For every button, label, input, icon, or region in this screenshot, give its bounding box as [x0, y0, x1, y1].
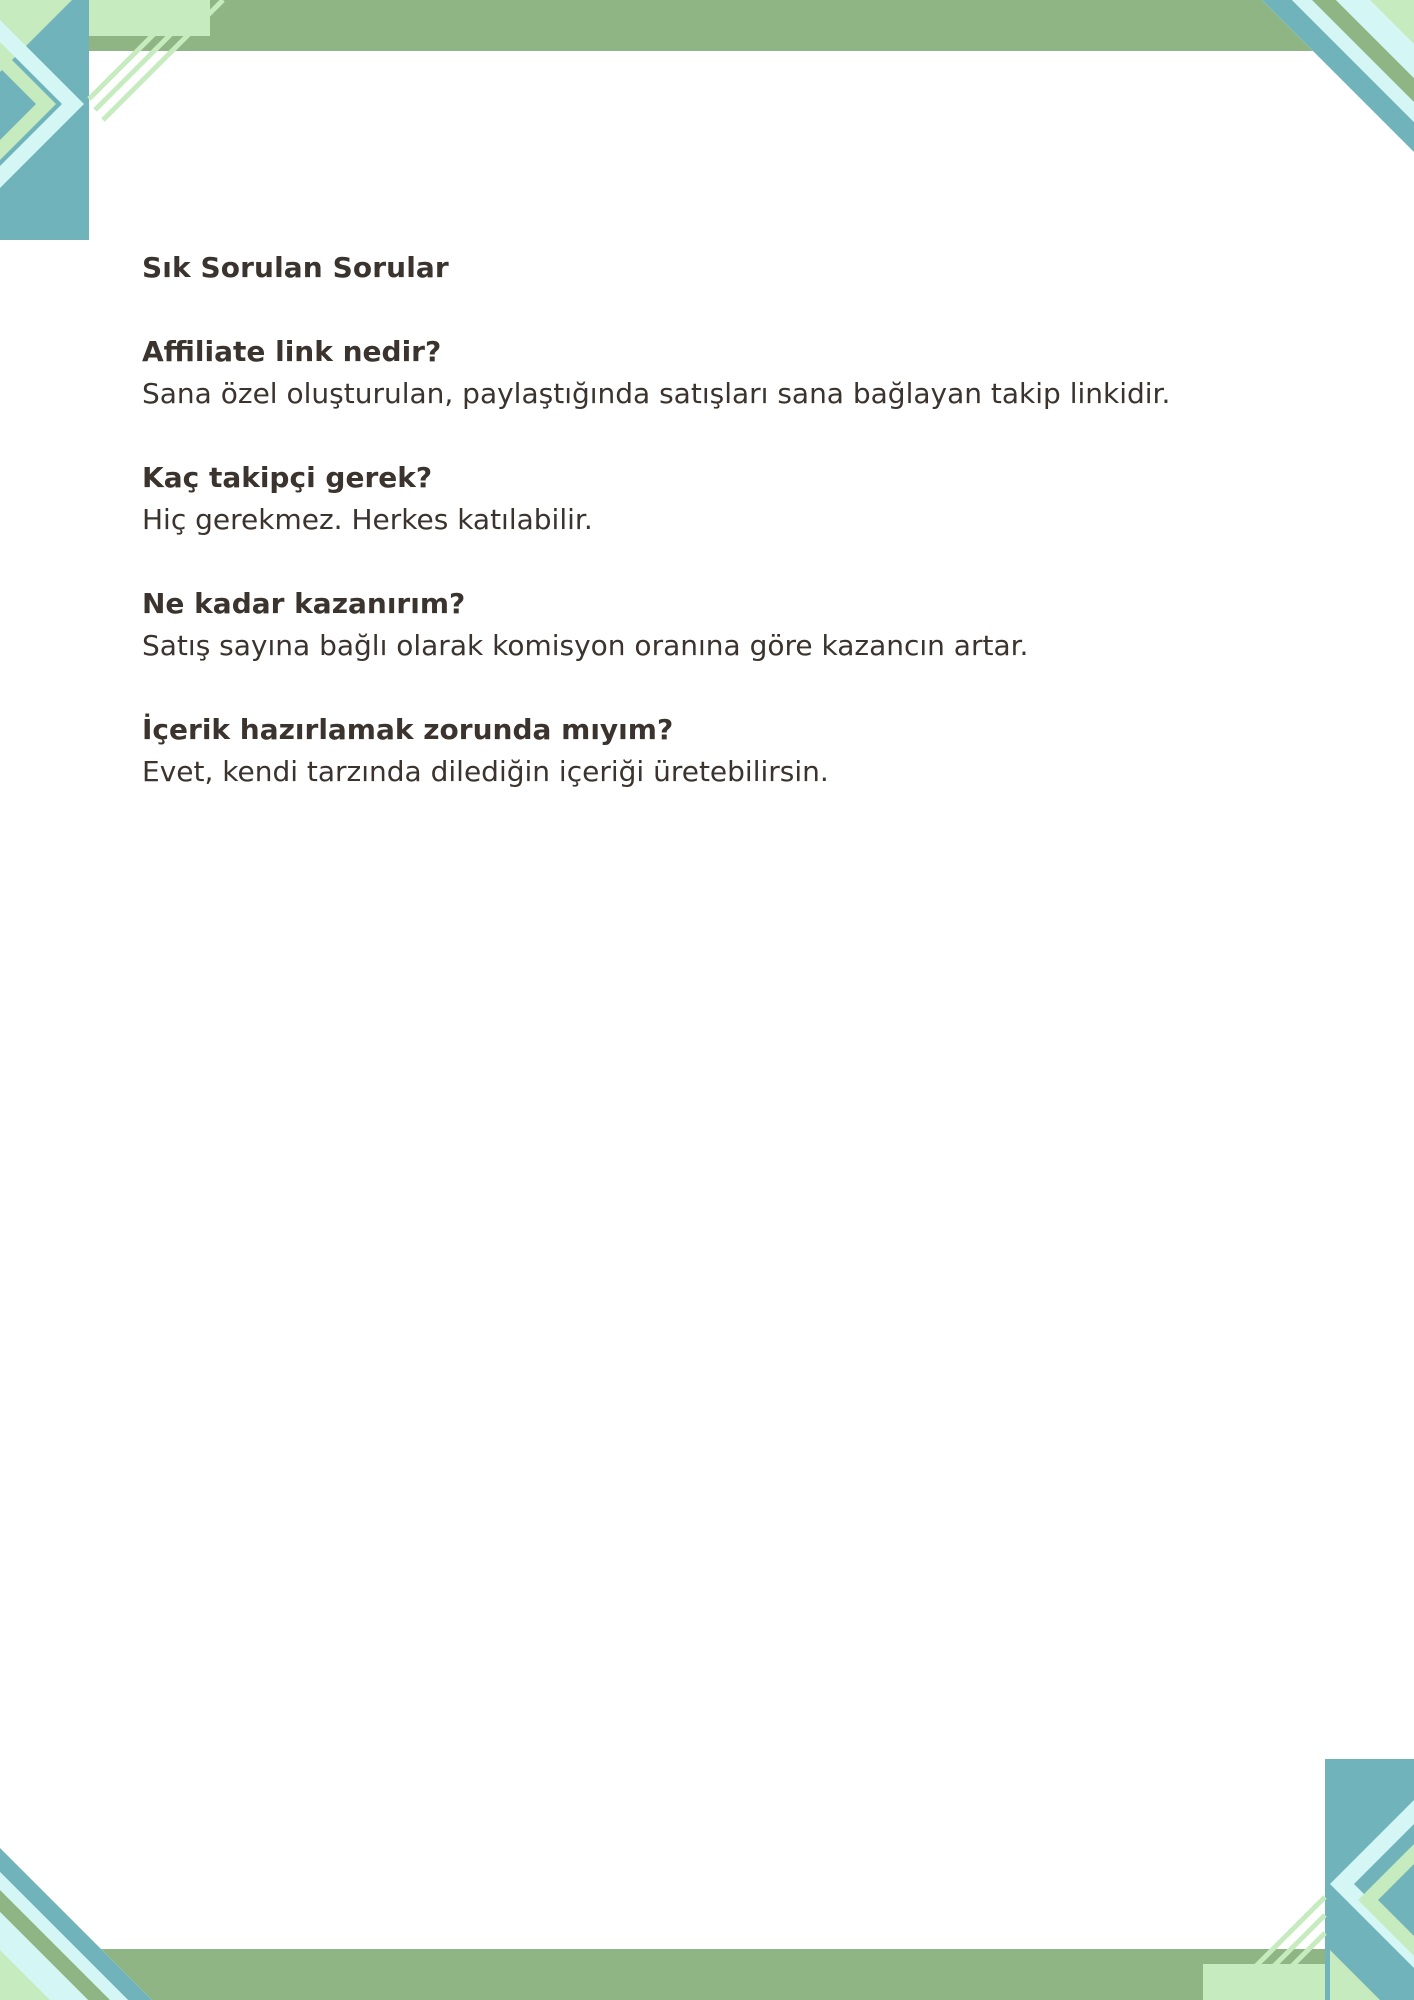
faq-section: [142, 247, 1272, 835]
page-title: Sık Sorulan Sorular: [142, 251, 449, 284]
faq-item: [142, 709, 1272, 793]
faq-item: [142, 457, 1272, 541]
top-right-ornament: [1262, 0, 1414, 152]
faq-answer: Evet, kendi tarzında dilediğin içeriği üretebilirsin.: [142, 755, 829, 788]
faq-question: Kaç takipçi gerek?: [142, 461, 433, 494]
faq-answer: Satış sayına bağlı olarak komisyon oranına göre kazancın artar.: [142, 629, 1029, 662]
faq-answer: Sana özel oluşturulan, paylaştığında satışları sana bağlayan takip linkidir.: [142, 377, 1171, 410]
faq-question: Affiliate link nedir?: [142, 335, 442, 368]
faq-answer: Hiç gerekmez. Herkes katılabilir.: [142, 503, 593, 536]
faq-list: [142, 331, 1272, 793]
bottom-band: [0, 1949, 1414, 2000]
faq-question: Ne kadar kazanırım?: [142, 587, 466, 620]
faq-item: [142, 583, 1272, 667]
top-left-ornament: [0, 0, 223, 240]
faq-item: [142, 331, 1272, 415]
faq-question: İçerik hazırlamak zorunda mıyım?: [142, 713, 674, 746]
